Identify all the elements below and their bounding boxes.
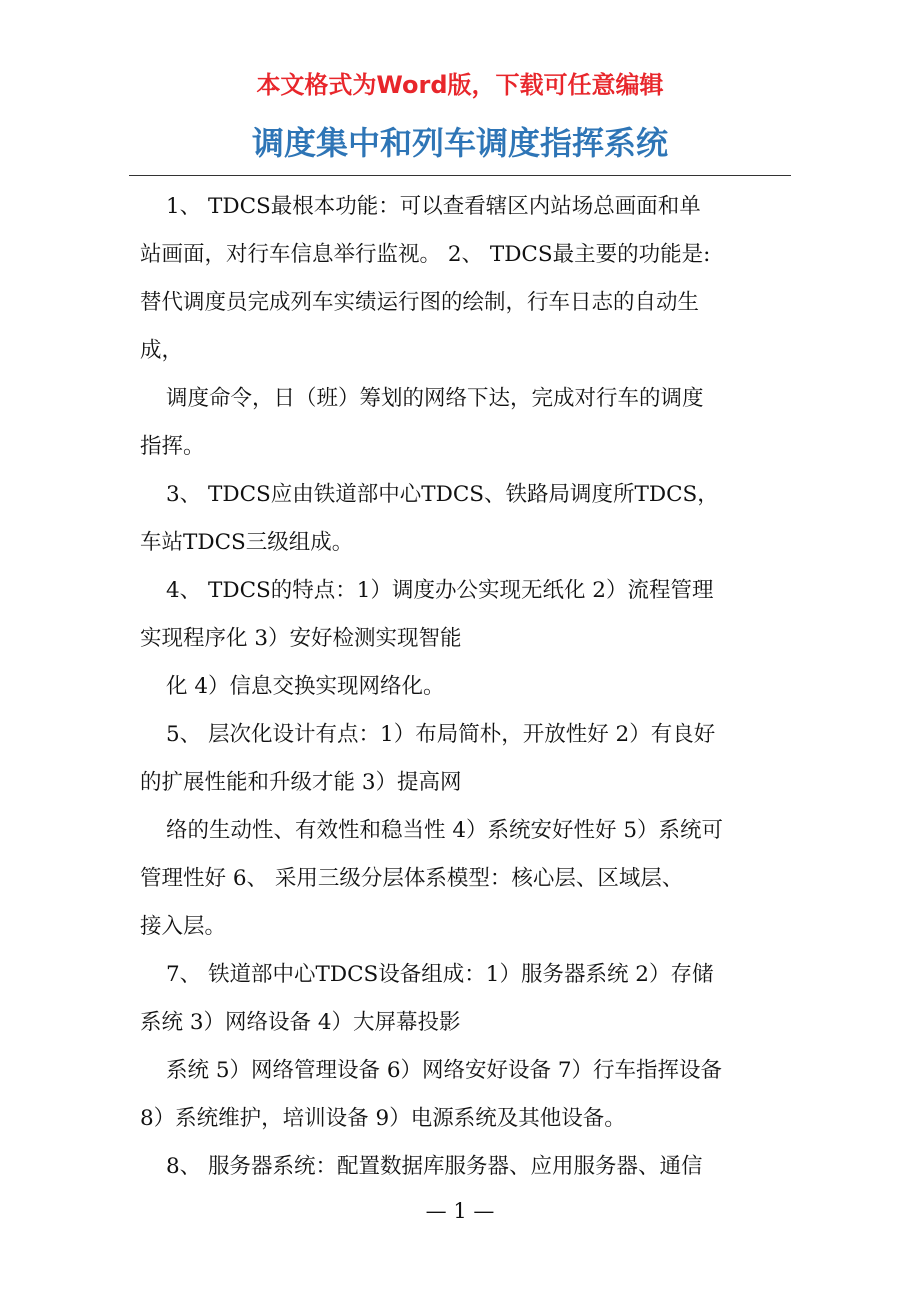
document-title: 调度集中和列车调度指挥系统 bbox=[251, 124, 668, 162]
body-line: 7、 铁道部中心TDCS设备组成：1）服务器系统 2）存储 bbox=[166, 962, 714, 987]
body-line: 3、 TDCS应由铁道部中心TDCS、铁路局调度所TDCS， bbox=[166, 482, 719, 507]
body-line: 系统 5）网络管理设备 6）网络安好设备 7）行车指挥设备 bbox=[166, 1058, 723, 1083]
body-line: 络的生动性、有效性和稳当性 4）系统安好性好 5）系统可 bbox=[166, 818, 724, 843]
body-line: 替代调度员完成列车实绩运行图的绘制，行车日志的自动生 bbox=[140, 290, 700, 315]
body-line: 车站TDCS三级组成。 bbox=[140, 530, 354, 555]
body-line: 系统 3）网络设备 4）大屏幕投影 bbox=[140, 1010, 461, 1035]
body-line: 化 4）信息交换实现网络化。 bbox=[166, 674, 445, 699]
title-divider bbox=[129, 175, 791, 176]
body-line: 4、 TDCS的特点：1）调度办公实现无纸化 2）流程管理 bbox=[166, 578, 714, 603]
body-line: 5、 层次化设计有点：1）布局简朴，开放性好 2）有良好 bbox=[166, 722, 716, 747]
document-body bbox=[140, 183, 782, 1191]
body-line: 1、 TDCS最根本功能：可以查看辖区内站场总画面和单 bbox=[166, 194, 701, 219]
body-line: 的扩展性能和升级才能 3）提高网 bbox=[140, 770, 462, 795]
body-line: 8）系统维护，培训设备 9）电源系统及其他设备。 bbox=[140, 1106, 626, 1131]
body-line: 管理性好 6、 采用三级分层体系模型：核心层、区域层、 bbox=[140, 866, 684, 891]
body-line: 接入层。 bbox=[140, 914, 227, 939]
body-line: 调度命令，日（班）筹划的网络下达，完成对行车的调度 bbox=[166, 386, 704, 411]
page-number: — 1 — bbox=[425, 1199, 495, 1223]
body-line: 8、 服务器系统：配置数据库服务器、应用服务器、通信 bbox=[166, 1154, 703, 1179]
body-line: 站画面，对行车信息举行监视。 2、 TDCS最主要的功能是: bbox=[140, 242, 711, 267]
word-format-banner: 本文格式为Word版，下载可任意编辑 bbox=[256, 71, 664, 99]
body-line: 指挥。 bbox=[140, 434, 205, 459]
body-line: 实现程序化 3）安好检测实现智能 bbox=[140, 626, 462, 651]
body-line: 成， bbox=[140, 338, 184, 363]
